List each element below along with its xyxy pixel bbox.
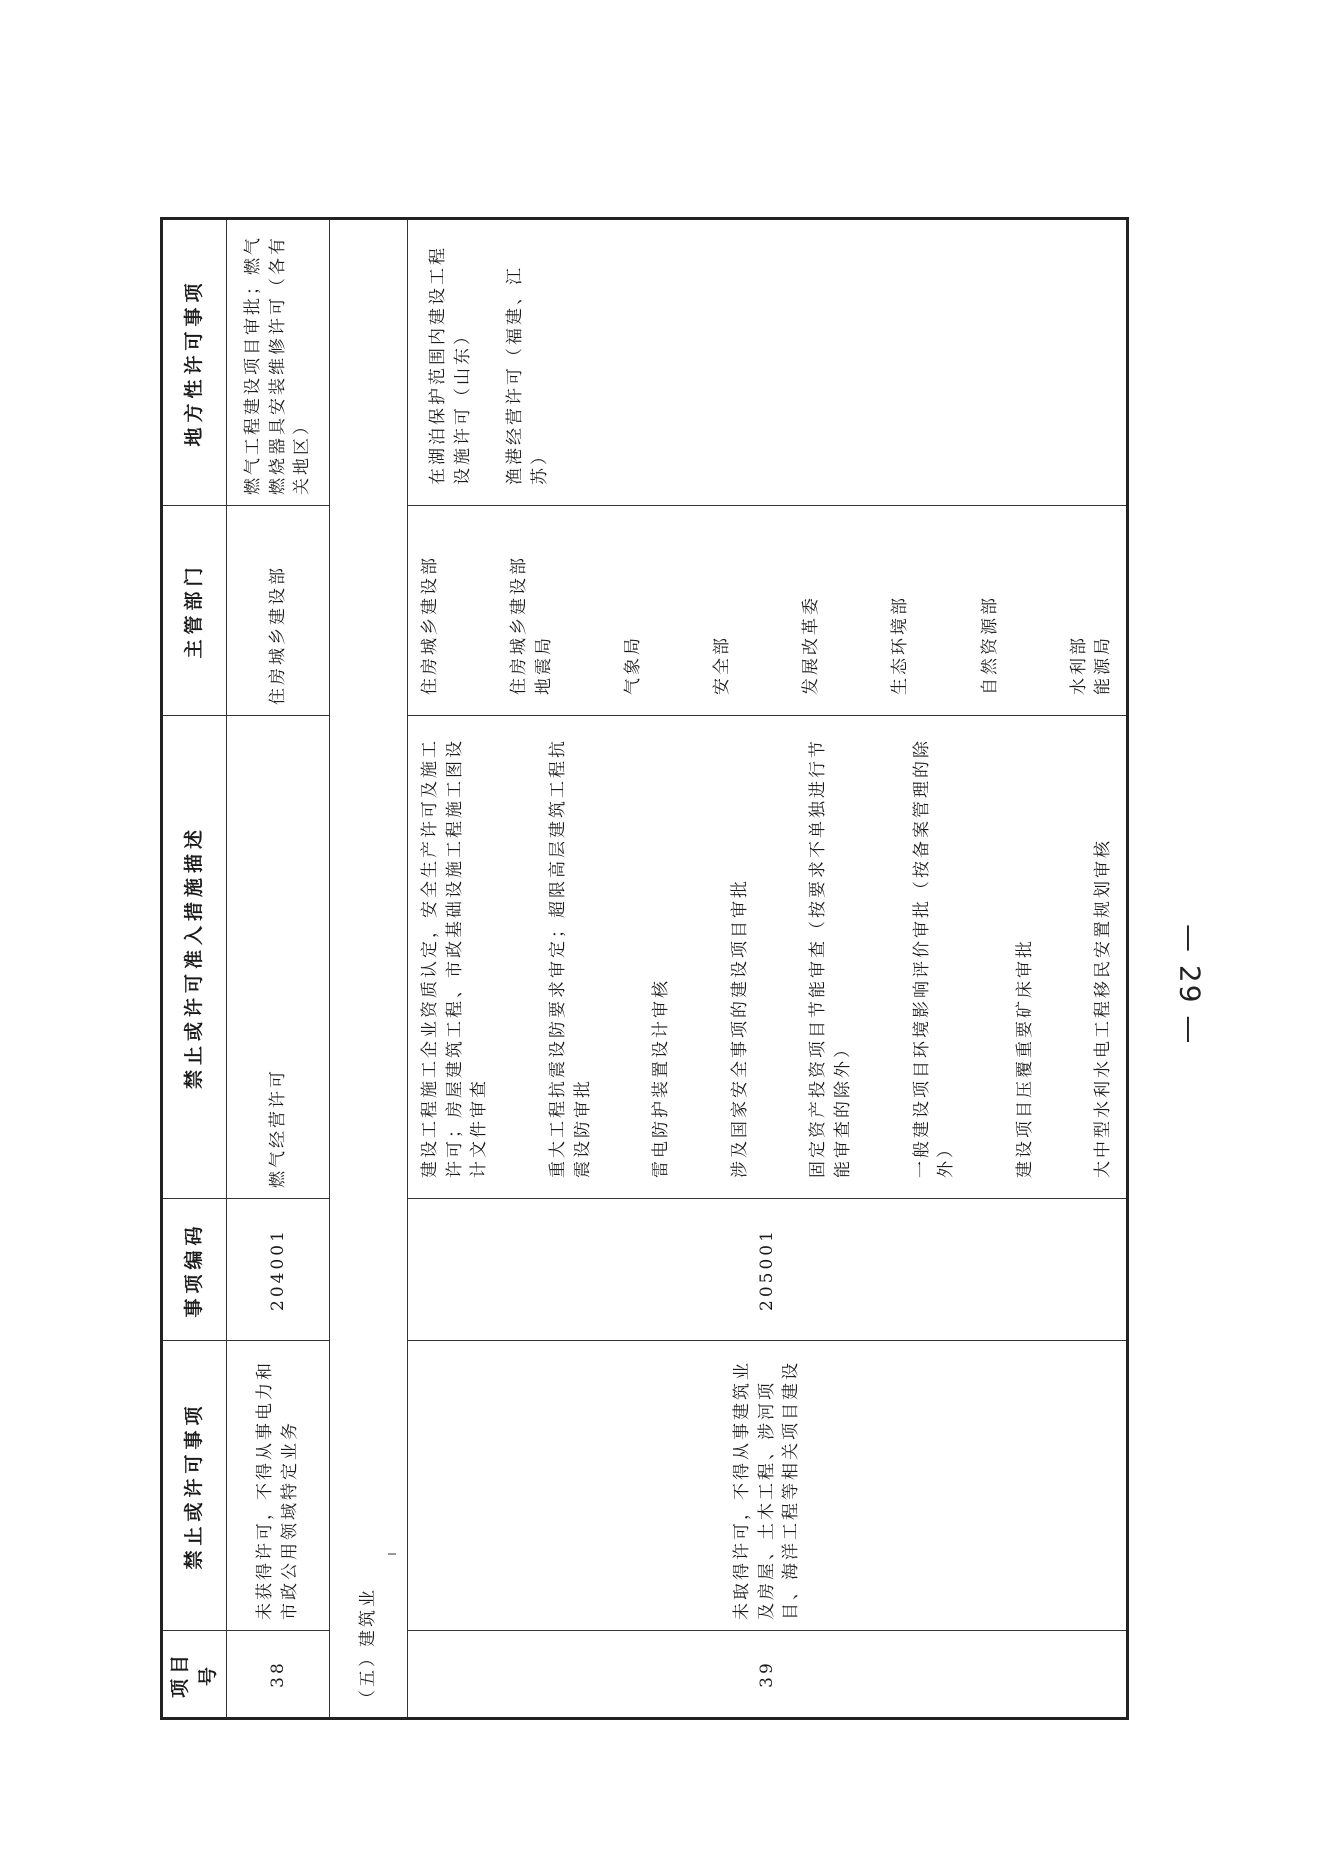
header-department: 主管部门 [162, 506, 227, 716]
measure-department: 气象局 [623, 635, 644, 695]
row39-no: 39 [408, 1631, 1128, 1719]
row39-descriptions [408, 716, 1128, 1199]
header-project-no: 项目号 [162, 1631, 227, 1719]
measure-description: 建设工程施工企业资质认定，安全生产许可及施工许可；房屋建筑工程、市政基础设施工程施工图设计文件审查 [420, 738, 490, 1178]
measure-department: 生态环境部 [890, 595, 911, 695]
rotated-table [160, 220, 1129, 1720]
permit-table [160, 217, 1129, 1720]
measure-description: 大中型水利水电工程移民安置规划审核 [1093, 838, 1114, 1178]
row38-local: 燃气工程建设项目审批；燃气燃烧器具安装维修许可（各有关地区） [227, 219, 330, 506]
row39-departments [408, 506, 1128, 716]
measure-description: 建设项目压覆重要矿床审批 [1014, 938, 1035, 1178]
header-local: 地方性许可事项 [162, 219, 227, 506]
measure-department: 安全部 [712, 635, 733, 695]
header-item: 禁止或许可事项 [162, 1341, 227, 1631]
row39-code: 205001 [408, 1199, 1128, 1341]
header-description: 禁止或许可准入措施描述 [162, 716, 227, 1199]
measure-description: 固定资产投资项目节能审查（按要求不单独进行节能审查的除外） [808, 738, 853, 1178]
scan-mark [388, 1553, 396, 1555]
measure-description: 重大工程抗震设防要求审定；超限高层建筑工程抗震设防审批 [547, 738, 593, 1178]
row38-item: 未获得许可，不得从事电力和市政公用领域特定业务 [227, 1341, 330, 1631]
measure-department: 水利部 能源局 [1068, 635, 1114, 695]
row38-no: 38 [227, 1631, 330, 1719]
table-row [227, 219, 330, 1719]
section-row [330, 219, 408, 1719]
row38-department: 住房城乡建设部 [227, 506, 330, 716]
row39-locals [408, 219, 1128, 506]
measure-description: 一般建设项目环境影响评价审批（按备案管理的除外） [911, 738, 957, 1178]
measure-local: 在湖泊保护范围内建设工程设施许可（山东） [428, 245, 473, 485]
header-code: 事项编码 [162, 1199, 227, 1341]
row38-description: 燃气经营许可 [227, 716, 330, 1199]
measure-department: 自然资源部 [979, 595, 1000, 695]
measure-department: 发展改革委 [801, 595, 822, 695]
measure-description: 涉及国家安全事项的建设项目审批 [729, 878, 750, 1178]
measure-local: 渔港经营许可（福建、江苏） [505, 265, 551, 485]
header-row [162, 219, 227, 1719]
row38-code: 204001 [227, 1199, 330, 1341]
table-row [408, 219, 1128, 1719]
measure-department: 住房城乡建设部 地震局 [509, 555, 554, 695]
page-number: — 29 — [1173, 924, 1207, 1046]
section-title: （五）建筑业 [330, 219, 408, 1719]
row39-item: 未取得许可，不得从事建筑业及房屋、土木工程、涉河项目、海洋工程等相关项目建设 [408, 1341, 1128, 1631]
measure-department: 住房城乡建设部 [420, 555, 441, 695]
table-container [160, 220, 1129, 1720]
measure-description: 雷电防护装置设计审核 [651, 978, 672, 1178]
